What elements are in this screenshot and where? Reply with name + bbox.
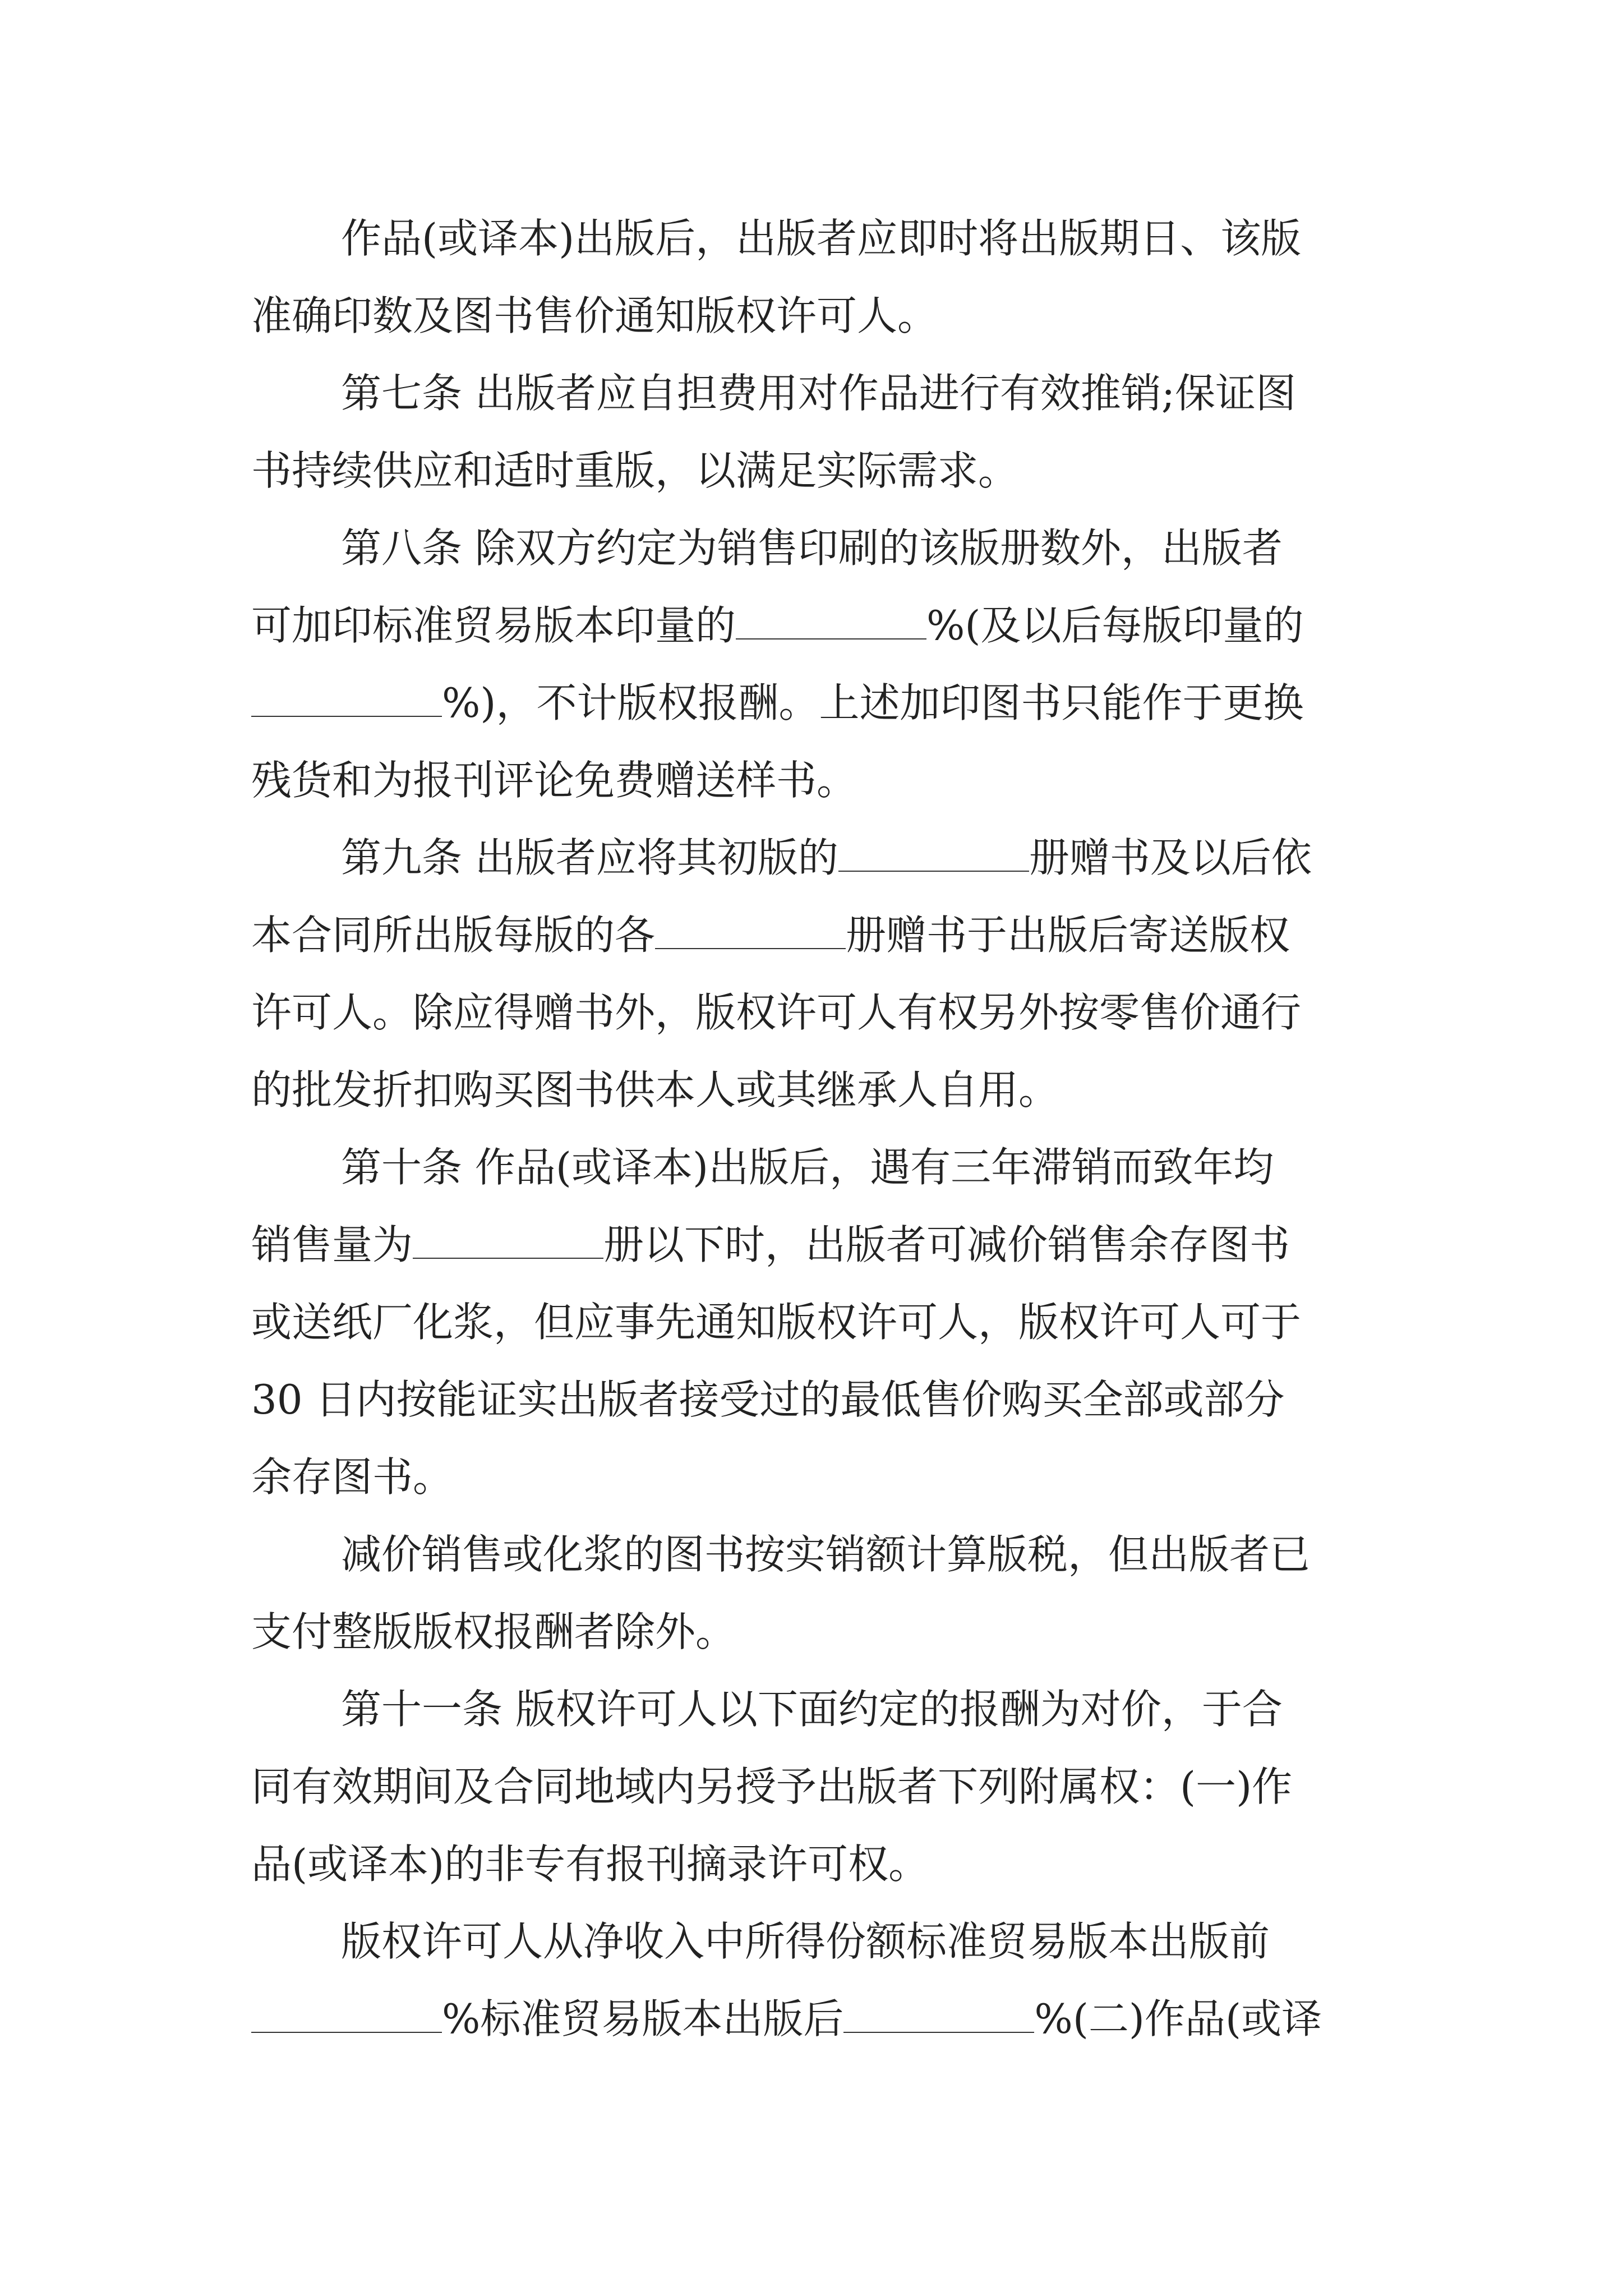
text-line: 或送纸厂化浆，但应事先通知版权许可人，版权许可人可于 <box>251 1299 1302 1346</box>
text-line: 30 日内按能证实出版者接受过的最低售价购买全部或部分 <box>251 1376 1285 1423</box>
text-line <box>251 910 1290 960</box>
text-segment: %(二)作品(或译 <box>1034 1995 1322 2042</box>
text-line: 版权许可人从净收入中所得份额标准贸易版本出版前 <box>341 1918 1270 1965</box>
fill-in-blank[interactable] <box>736 607 926 639</box>
text-segment: 第九条 出版者应将其初版的 <box>341 834 838 881</box>
text-segment: 册以下时，出版者可减价销售余存图书 <box>603 1221 1290 1268</box>
text-segment: %标准贸易版本出版后 <box>442 1995 844 2042</box>
fill-in-blank[interactable] <box>413 1226 603 1259</box>
text-line: 同有效期间及合同地域内另授予出版者下列附属权：(一)作 <box>251 1763 1293 1810</box>
text-line <box>341 832 1312 883</box>
text-line: 的批发折扣购买图书供本人或其继承人自用。 <box>251 1066 1059 1114</box>
text-line: 许可人。除应得赠书外，版权许可人有权另外按零售价通行 <box>251 989 1302 1036</box>
text-line: 第八条 除双方约定为销售印刷的该版册数外，出版者 <box>341 524 1283 572</box>
text-line: 余存图书。 <box>251 1453 454 1501</box>
fill-in-blank[interactable] <box>838 839 1029 872</box>
text-line: 准确印数及图书售价通知版权许可人。 <box>251 292 938 339</box>
text-segment: 册赠书于出版后寄送版权 <box>846 912 1290 959</box>
text-segment: 册赠书及以后依 <box>1029 834 1312 881</box>
text-line: 书持续供应和适时重版，以满足实际需求。 <box>251 447 1019 494</box>
text-line: 支付整版版权报酬者除外。 <box>251 1608 736 1655</box>
text-segment: 可加印标准贸易版本印量的 <box>251 602 736 649</box>
text-segment: 本合同所出版每版的各 <box>251 912 656 959</box>
text-segment: %(及以后每版印量的 <box>926 602 1304 649</box>
text-line <box>251 600 1304 651</box>
text-line: 作品(或译本)出版后，出版者应即时将出版期日、该版 <box>341 215 1302 262</box>
text-line <box>251 1220 1290 1270</box>
text-line: 残货和为报刊评论免费赠送样书。 <box>251 757 857 804</box>
fill-in-blank[interactable] <box>251 684 442 717</box>
text-line <box>251 678 1304 728</box>
text-line: 第十一条 版权许可人以下面约定的报酬为对价，于合 <box>341 1686 1283 1733</box>
text-segment: 销售量为 <box>251 1221 413 1268</box>
fill-in-blank[interactable] <box>251 2000 442 2033</box>
text-segment: %)，不计版权报酬。上述加印图书只能作于更换 <box>442 679 1304 726</box>
fill-in-blank[interactable] <box>655 917 846 949</box>
fill-in-blank[interactable] <box>843 2000 1034 2033</box>
text-line <box>251 1994 1322 2044</box>
text-line: 第七条 出版者应自担费用对作品进行有效推销;保证图 <box>341 370 1297 417</box>
text-line: 减价销售或化浆的图书按实销额计算版税，但出版者已 <box>341 1531 1311 1578</box>
text-line: 品(或译本)的非专有报刊摘录许可权。 <box>251 1841 929 1888</box>
text-line: 第十条 作品(或译本)出版后，遇有三年滞销而致年均 <box>341 1144 1274 1191</box>
